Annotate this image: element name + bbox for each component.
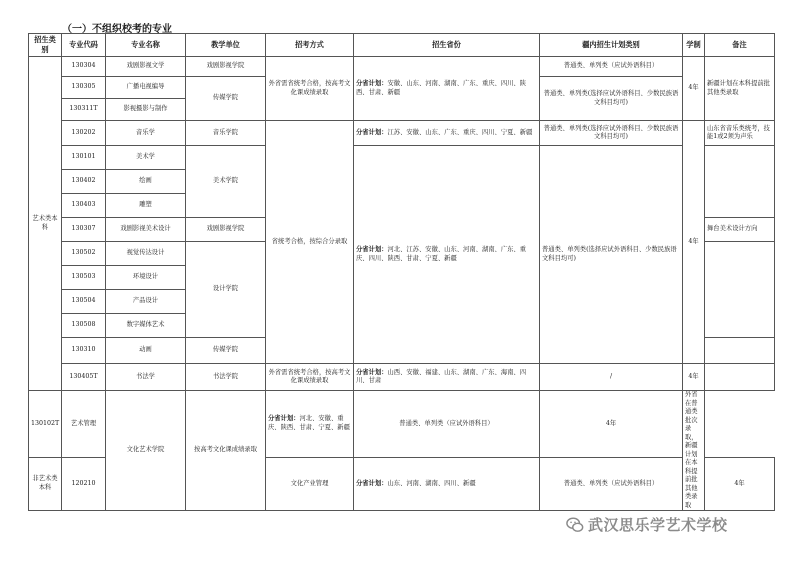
watermark-text: 武汉思乐学艺术学校 <box>588 516 728 534</box>
major-name: 环境设计 <box>106 266 186 290</box>
province-label: 分省计划： <box>356 80 388 87</box>
teaching-unit: 戏剧影视学院 <box>186 57 266 77</box>
province-list: 河北、安徽、重庆、陕西、甘肃、宁夏、新疆 <box>268 415 350 431</box>
major-name: 书法学 <box>106 364 186 391</box>
major-name: 数字媒体艺术 <box>106 314 186 338</box>
duration: 4年 <box>705 457 775 510</box>
province-plan <box>354 121 540 146</box>
province-list: 山西、安徽、福建、山东、湖南、广东、海南、四川、甘肃 <box>356 368 527 384</box>
major-code: 130101 <box>62 146 106 170</box>
major-name: 戏剧影视美术设计 <box>106 218 186 242</box>
header-category: 招生类别 <box>29 34 62 57</box>
teaching-unit: 传媒学院 <box>186 77 266 121</box>
major-code: 130504 <box>62 290 106 314</box>
province-plan <box>354 364 540 391</box>
major-code: 130405T <box>62 364 106 391</box>
remark: 舞台美术设计方向 <box>705 218 775 242</box>
xinjiang-category: 普通类、单列类(选择应试外语科目、少数民族语文科目均可) <box>540 77 683 121</box>
teaching-unit: 书法学院 <box>186 364 266 391</box>
header-row <box>29 34 775 57</box>
province-label: 分省计划： <box>356 128 388 136</box>
table-row <box>29 364 775 391</box>
header-code: 专业代码 <box>62 34 106 57</box>
province-plan <box>266 391 354 458</box>
xinjiang-category: 普通类、单列类（应试外语科目） <box>354 391 540 458</box>
admission-method: 外省需省统考合格，按高考文化课成绩录取 <box>266 364 354 391</box>
table-row <box>29 391 775 458</box>
xinjiang-category: 普通类、单列类(选择应试外语科目、少数民族语文科目均可) <box>540 146 683 364</box>
admission-method: 省统考合格，按综合分录取 <box>266 121 354 364</box>
major-name: 视觉传达设计 <box>106 242 186 266</box>
province-label: 分省计划： <box>356 479 388 487</box>
admission-method: 外省需省统考合格，按高考文化课成绩录取 <box>266 57 354 121</box>
header-provinces: 招生省份 <box>354 34 540 57</box>
major-code: 120210 <box>62 457 106 510</box>
duration: 4年 <box>683 121 705 364</box>
header-notes: 备注 <box>705 34 775 57</box>
remark-empty <box>705 146 775 218</box>
major-code: 130311T <box>62 99 106 121</box>
teaching-unit: 美术学院 <box>186 146 266 218</box>
major-code: 130403 <box>62 194 106 218</box>
header-duration: 学制 <box>683 34 705 57</box>
watermark <box>566 514 728 535</box>
province-label: 分省计划： <box>356 368 388 376</box>
remark-empty <box>705 242 775 338</box>
major-code: 130202 <box>62 121 106 146</box>
major-code: 130307 <box>62 218 106 242</box>
province-list: 河北、江苏、安徽、山东、河南、湖南、广东、重庆、四川、陕西、甘肃、宁夏、新疆 <box>356 246 527 262</box>
province-list: 江苏、安徽、山东、广东、重庆、四川、宁夏、新疆 <box>387 128 533 136</box>
major-code: 130502 <box>62 242 106 266</box>
major-code: 130304 <box>62 57 106 77</box>
category-art: 艺术类本科 <box>29 57 62 391</box>
province-plan <box>354 457 540 510</box>
major-code: 130102T <box>29 391 62 458</box>
major-name: 动画 <box>106 338 186 364</box>
xinjiang-category: 普通类、单列类（应试外语科目） <box>540 457 683 510</box>
province-label: 分省计划： <box>268 415 300 423</box>
xinjiang-category: 普通类、单列类(选择应试外语科目、少数民族语文科目均可) <box>540 121 683 146</box>
xinjiang-category: 普通类、单列类（应试外语科目） <box>540 57 683 77</box>
duration: 4年 <box>683 57 705 121</box>
major-name: 艺术管理 <box>62 391 106 458</box>
major-code: 130508 <box>62 314 106 338</box>
major-code: 130503 <box>62 266 106 290</box>
province-list: 安徽、山东、河南、湖南、广东、重庆、四川、陕西、甘肃、新疆 <box>356 80 527 96</box>
header-name: 专业名称 <box>106 34 186 57</box>
major-name: 音乐学 <box>106 121 186 146</box>
remark-empty <box>705 364 775 391</box>
table-row <box>29 121 775 146</box>
remark: 山东省音乐类统考，技能1或2须为声乐 <box>705 121 775 146</box>
major-name: 戏剧影视文学 <box>106 57 186 77</box>
major-code: 130305 <box>62 77 106 99</box>
province-list: 山东、河南、湖南、四川、新疆 <box>387 479 476 487</box>
teaching-unit: 戏剧影视学院 <box>186 218 266 242</box>
major-name: 产品设计 <box>106 290 186 314</box>
major-name: 文化产业管理 <box>266 457 354 510</box>
major-name: 雕塑 <box>106 194 186 218</box>
duration: 4年 <box>540 391 683 458</box>
admissions-table <box>28 33 775 511</box>
major-code: 130402 <box>62 170 106 194</box>
header-method: 招考方式 <box>266 34 354 57</box>
major-name: 广播电视编导 <box>106 77 186 99</box>
major-name: 绘画 <box>106 170 186 194</box>
province-label: 分省计划： <box>356 246 388 253</box>
duration: 4年 <box>683 364 705 391</box>
header-unit: 教学单位 <box>186 34 266 57</box>
teaching-unit: 传媒学院 <box>186 338 266 364</box>
province-plan <box>354 146 540 364</box>
teaching-unit: 音乐学院 <box>186 121 266 146</box>
remark: 新疆计划在本科提前批其他类录取 <box>705 57 775 121</box>
table-row <box>29 146 775 170</box>
remark-empty <box>705 338 775 364</box>
teaching-unit: 设计学院 <box>186 242 266 338</box>
major-name: 影视摄影与制作 <box>106 99 186 121</box>
province-plan <box>354 57 540 121</box>
section-title: （一）不组织校考的专业 <box>62 24 172 35</box>
table-row <box>29 57 775 77</box>
wechat-icon <box>566 516 584 534</box>
header-xinjiang: 疆内招生计划类别 <box>540 34 683 57</box>
remark: 外省在普通类批次录取，新疆计划在本科提前批其他类录取 <box>683 391 705 511</box>
category-nonart: 非艺术类本科 <box>29 457 62 510</box>
teaching-unit: 文化艺术学院 <box>106 391 186 511</box>
admission-method: 按高考文化课成绩录取 <box>186 391 266 511</box>
major-name: 美术学 <box>106 146 186 170</box>
major-code: 130310 <box>62 338 106 364</box>
xinjiang-category: / <box>540 364 683 391</box>
